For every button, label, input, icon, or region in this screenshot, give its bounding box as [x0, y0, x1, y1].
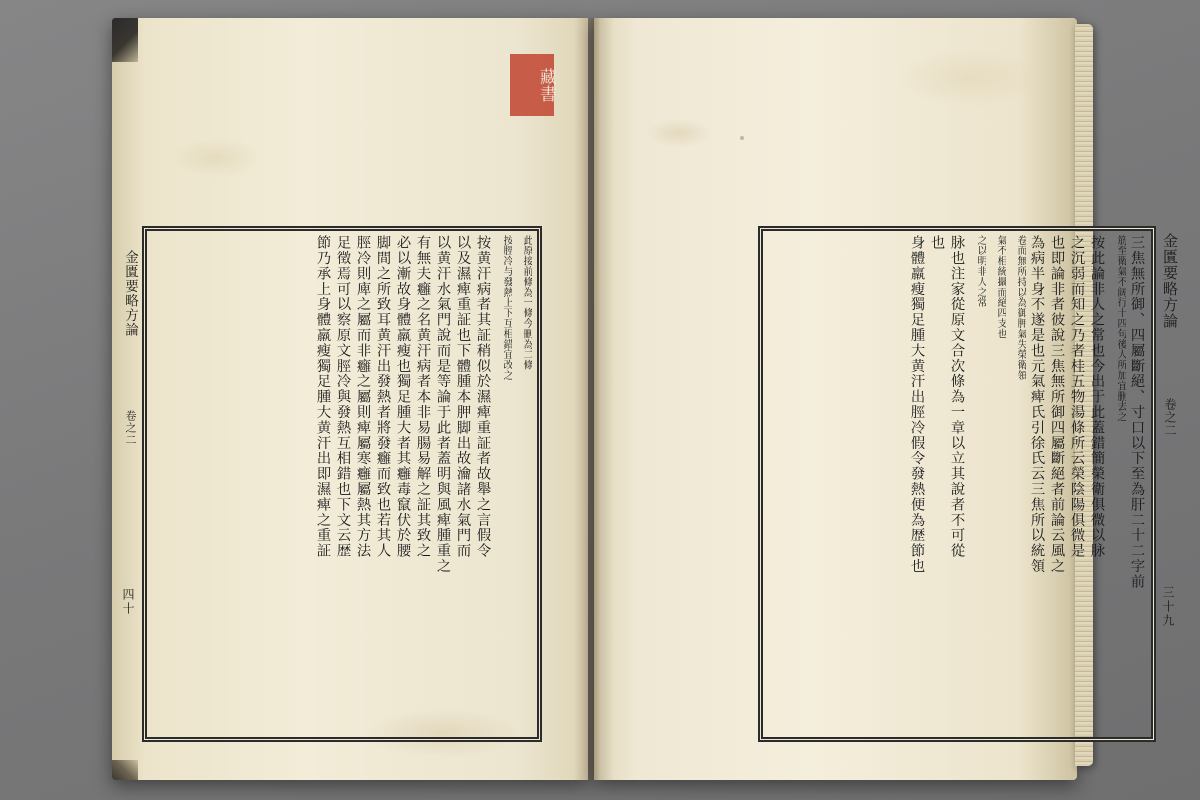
text-column: 卷而無所持以為御胛氣失榮衛領 — [1015, 235, 1026, 381]
right-text-frame — [758, 226, 1156, 742]
text-column: 身體羸瘦獨足腫大黄汗出脛冷假令發熱便為歴節也 — [909, 235, 925, 574]
right-page-volume: 卷之二 — [1163, 398, 1177, 437]
text-column: 氣不相統攝而絕四支也 — [995, 235, 1006, 339]
text-column: 節乃承上身體羸瘦獨足腫大黄汗出即濕痺之重証 — [315, 235, 331, 559]
text-column: 脛冷則庳之屬而非癰之屬則痺屬寒癰屬熱其方法 — [355, 235, 371, 559]
text-column: 以及濕痺重証也下體腫本胛脚出故瀹諸水氣門而 — [455, 235, 471, 559]
text-column: 之沉弱而知之乃者桂五物湯條所云榮陰陽俱微是 — [1069, 235, 1085, 559]
text-column: 按黄汗病者其証稍似於濕痺重証者故舉之言假令 — [475, 235, 491, 559]
seal-text: 藏書 — [510, 54, 554, 116]
left-page — [112, 18, 588, 780]
left-columns — [152, 234, 532, 734]
text-column: 此原接前條為一條今刪為二條 — [521, 235, 532, 371]
binding-corner-top — [112, 18, 138, 62]
paper-stain — [894, 48, 1044, 108]
text-column: 也即論非者彼說三焦無所御四屬斷絕者前論云風之 — [1049, 235, 1065, 574]
left-page-volume: 卷之二 — [124, 410, 137, 446]
text-column: 筋至衛氣不阔行十四句後人所加宜删去之 — [1115, 235, 1126, 423]
binding-corner-bottom — [112, 760, 138, 780]
text-column: 脉也注家從原文合次條為一章以立其說者不可從 — [949, 235, 965, 559]
left-page-title: 金匱要略方論 — [122, 250, 138, 337]
left-text-frame — [142, 226, 542, 742]
text-column: 按此論非人之常也今出于此蓋錯簡榮衛俱微以脉 — [1089, 235, 1105, 559]
text-column: 以黄汗水氣門說而是等論于此者蓋明與風痺腫重之 — [435, 235, 451, 574]
text-column: 也 — [929, 235, 945, 251]
open-book — [112, 18, 1179, 780]
text-column: 足徵焉可以察原文脛冷與發熱互相錯也下文云歴 — [335, 235, 351, 559]
text-column: 之以明非人之常 — [975, 235, 986, 308]
right-columns — [768, 234, 1146, 734]
text-column: 為病半身不遂是也元氣痺氏引徐氏云三焦所以統領 — [1029, 235, 1045, 574]
paper-speck — [740, 136, 744, 140]
text-column: 有無夫癰之名黄汗病者本非易腸易解之証其致之 — [415, 235, 431, 559]
right-page — [594, 18, 1179, 780]
text-column: 三焦無所御、四屬斷絕、寸口以下至為肝二十二字前 — [1129, 235, 1145, 590]
text-column: 按脛冷与發熱上下互相錯宜改之 — [501, 235, 512, 381]
right-page-title: 金匱要略方論 — [1161, 233, 1179, 329]
left-page-number: 四十 — [121, 588, 135, 616]
text-column: 必以漸故身體羸瘦也獨足腫大者其癰毒竄伏於腰 — [395, 235, 411, 559]
right-page-number: 三十九 — [1161, 586, 1175, 628]
paper-stain — [644, 118, 714, 148]
paper-stain — [172, 138, 262, 178]
text-column: 脚間之所致耳黄汗出發熱者將發癰而致也若其人 — [375, 235, 391, 559]
collector-seal — [510, 54, 554, 116]
